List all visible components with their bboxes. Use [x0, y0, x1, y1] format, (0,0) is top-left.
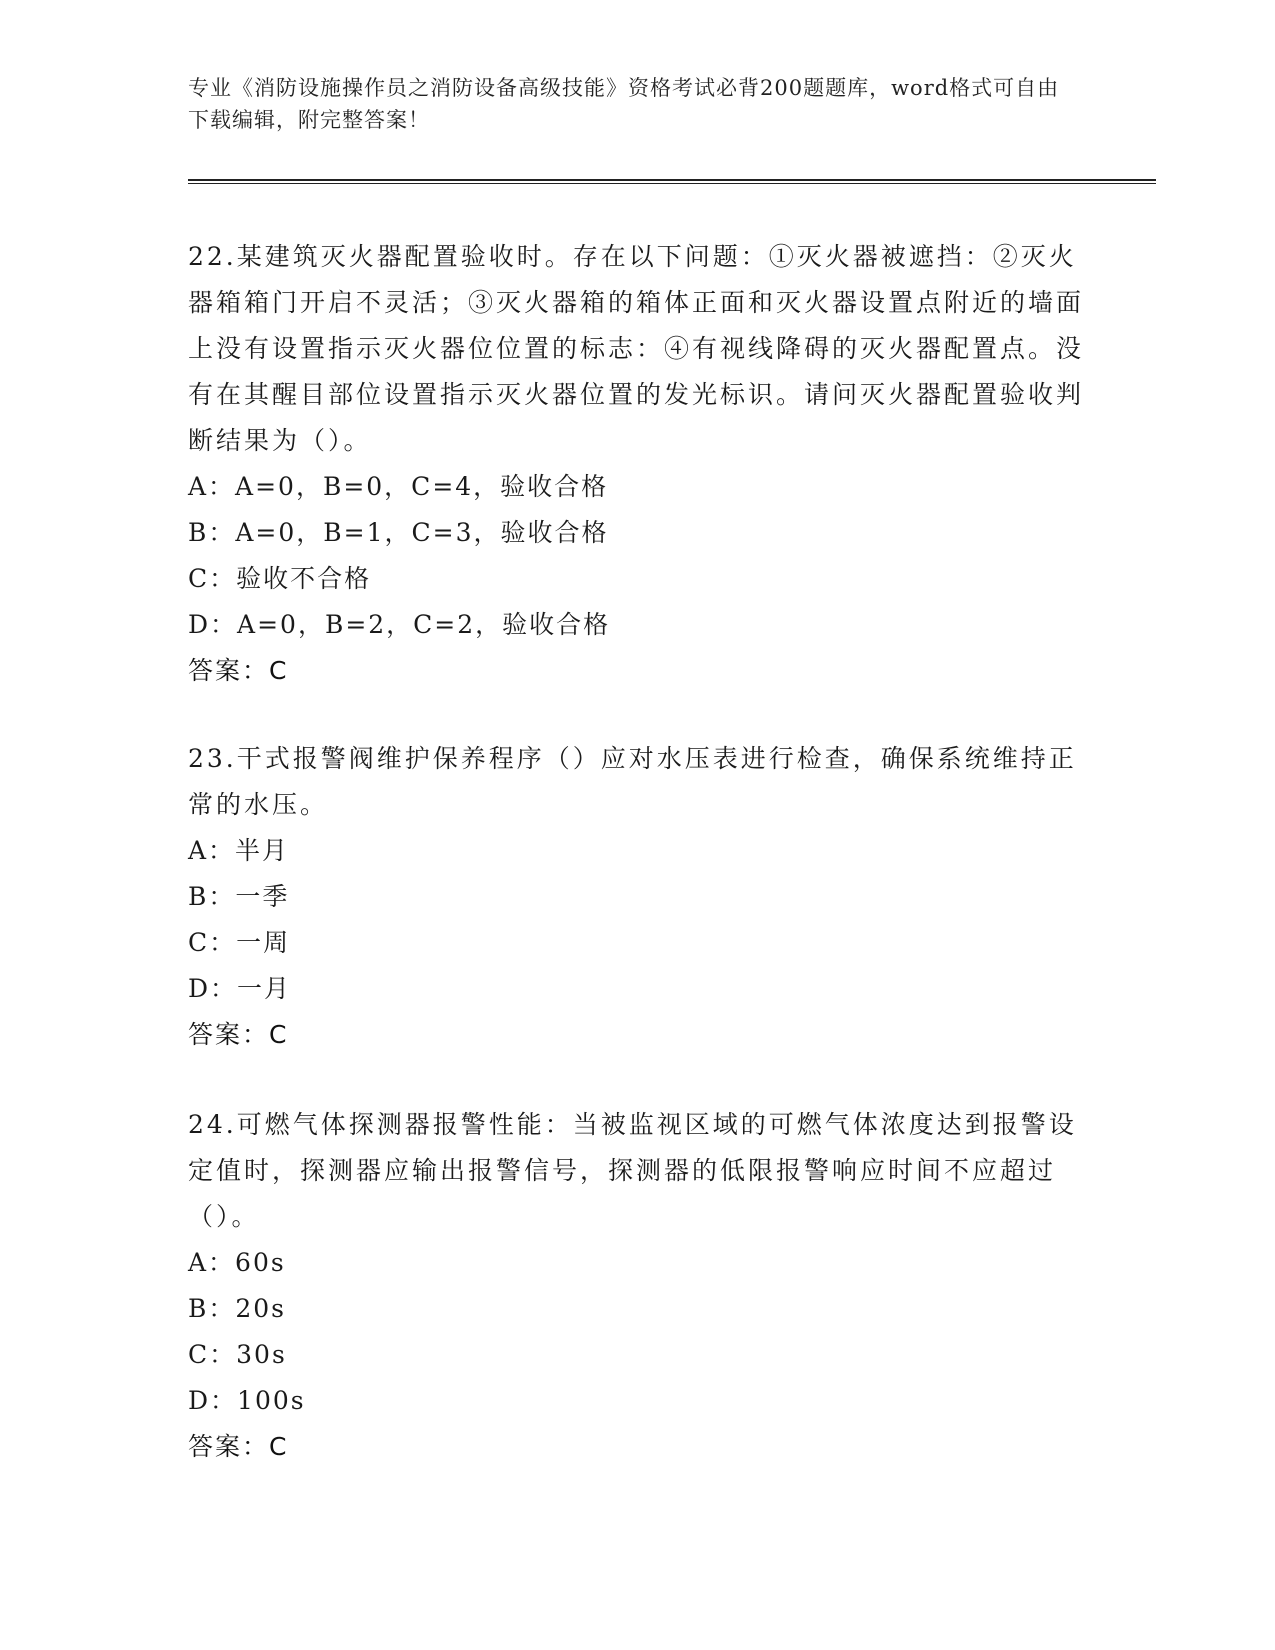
answer-line: 答案：C: [188, 1020, 289, 1049]
option-c: C：一周: [188, 928, 291, 957]
option-d: D：100s: [188, 1386, 306, 1415]
answer-line: 答案：C: [188, 656, 289, 685]
option-d: D：A=0，B=2，C=2，验收合格: [188, 610, 611, 639]
document-header: 专业《消防设施操作员之消防设备高级技能》资格考试必背200题题库，word格式可自由下载编辑，附完整答案！: [188, 76, 1060, 132]
option-d: D：一月: [188, 974, 292, 1003]
question-stem: 23.干式报警阀维护保养程序（）应对水压表进行检查，确保系统维持正常的水压。: [188, 744, 1077, 819]
option-b: B：A=0，B=1，C=3，验收合格: [188, 518, 609, 547]
option-b: B：一季: [188, 882, 290, 911]
question-block: [188, 1102, 1088, 1470]
question-stem: 24.可燃气体探测器报警性能：当被监视区域的可燃气体浓度达到报警设定值时，探测器应输出报警信号，探测器的低限报警响应时间不应超过（）。: [188, 1110, 1077, 1231]
option-a: A：A=0，B=0，C=4，验收合格: [188, 472, 609, 501]
question-block: [188, 234, 1088, 694]
answer-line: 答案：C: [188, 1432, 289, 1461]
option-a: A：半月: [188, 836, 290, 865]
question-stem: 22.某建筑灭火器配置验收时。存在以下问题：①灭火器被遮挡：②灭火器箱箱门开启不灵活；③灭火器箱的箱体正面和灭火器设置点附近的墙面上没有设置指示灭火器位位置的标志：④有视线降碍的灭火器配置点。没有在其醒目部位设置指示灭火器位置的发光标识。请问灭火器配置验收判断结果为（）。: [188, 242, 1085, 455]
option-b: B：20s: [188, 1294, 287, 1323]
option-a: A：60s: [188, 1248, 286, 1277]
question-block: [188, 736, 1088, 1058]
header-divider: [188, 179, 1156, 184]
option-c: C：30s: [188, 1340, 287, 1369]
option-c: C：验收不合格: [188, 564, 372, 593]
